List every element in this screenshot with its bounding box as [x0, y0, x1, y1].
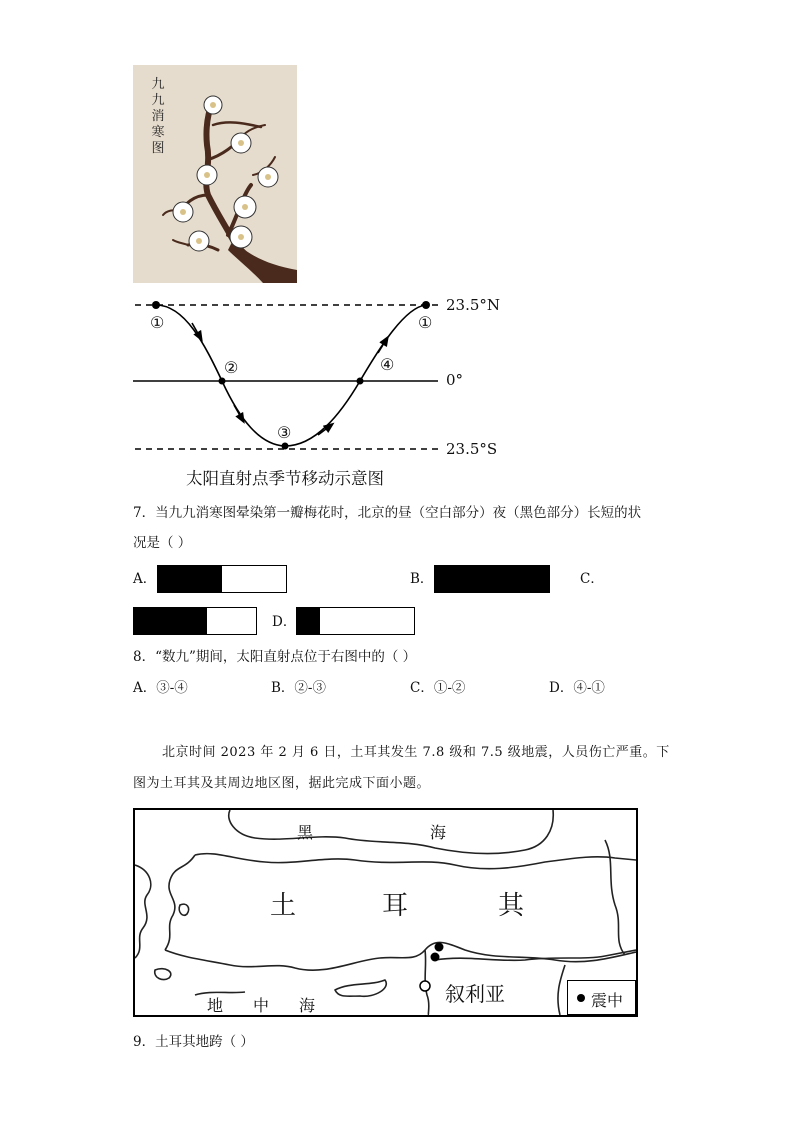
label-syria: 叙利亚: [445, 982, 505, 1006]
arrow-icon: [234, 405, 242, 419]
point-label-2: ②: [224, 358, 239, 377]
q7-option-d-bar[interactable]: [296, 607, 415, 635]
map-legend: [567, 980, 636, 1015]
passage-line1: 北京时间 2023 年 2 月 6 日，土耳其发生 7.8 级和 7.5 级地震，人员伤亡严重。下: [162, 745, 670, 760]
latitude-label-south: 23.5°S: [446, 440, 498, 458]
painting-title-char: 图: [151, 141, 165, 156]
label-black-sea-1: 黑: [297, 823, 314, 842]
epicenter-legend-icon: [577, 994, 585, 1002]
q8-stem: 8．“数九”期间，太阳直射点位于右图中的（ ）: [133, 649, 417, 665]
q7-option-c-label[interactable]: C．: [580, 571, 604, 587]
passage-line2: 图为土耳其及其周边地区图，据此完成下面小题。: [133, 776, 431, 791]
point-label-1-left: ①: [150, 313, 165, 332]
aegean-coast: [165, 855, 195, 950]
sun-movement-diagram: [130, 295, 510, 495]
painting-title-char: 九: [151, 77, 165, 92]
q8-option-a[interactable]: A．③-④: [133, 680, 188, 696]
q7-stem-line2: 况是（ ）: [133, 535, 192, 551]
point-marker: [219, 378, 226, 385]
point-marker: [152, 301, 160, 309]
night-fill: [134, 608, 207, 634]
painting-title-char: 寒: [151, 125, 165, 140]
label-turkey-1: 土: [270, 891, 297, 921]
epicenter-marker: [435, 943, 444, 952]
point-marker: [357, 378, 364, 385]
plum-blossom-painting: [133, 65, 297, 283]
point-marker: [282, 443, 289, 450]
latitude-label-north: 23.5°N: [446, 296, 501, 314]
label-black-sea-2: 海: [430, 823, 447, 842]
q7-option-c-bar[interactable]: [133, 607, 257, 635]
night-fill: [435, 566, 549, 592]
q8-option-b[interactable]: B．②-③: [271, 680, 326, 696]
q9-stem: 9．土耳其地跨（ ）: [133, 1034, 254, 1050]
point-label-4: ④: [380, 355, 395, 374]
painting-title: [149, 77, 167, 157]
painting-title-char: 消: [151, 109, 165, 124]
arrow-icon: [378, 340, 386, 353]
label-mediterranean-3: 海: [299, 996, 316, 1015]
turkey-north-coast: [195, 854, 636, 869]
diagram-caption: 太阳直射点季节移动示意图: [186, 469, 384, 488]
syria-iraq-border: [558, 965, 565, 1015]
q7-option-b-bar[interactable]: [434, 565, 550, 593]
night-fill: [158, 566, 222, 592]
painting-title-char: 九: [151, 93, 165, 108]
turkey-map: [133, 808, 638, 1017]
label-mediterranean-2: 中: [253, 996, 270, 1015]
city-marker: [420, 981, 430, 991]
q7-option-b-label[interactable]: B．: [410, 571, 434, 587]
latitude-label-equator: 0°: [446, 371, 464, 389]
label-turkey-2: 耳: [382, 891, 409, 921]
label-turkey-3: 其: [498, 891, 525, 921]
point-label-1-right: ①: [418, 313, 433, 332]
point-marker: [422, 301, 430, 309]
black-sea-coast: [229, 810, 554, 854]
q7-option-a-label[interactable]: A．: [133, 571, 157, 587]
cyprus-island: [335, 980, 386, 996]
q7-option-d-label[interactable]: D．: [272, 614, 297, 630]
greece-coast: [135, 865, 151, 958]
q7-stem-line1: 7．当九九消寒图晕染第一瓣梅花时，北京的昼（空白部分）夜（黑色部分）长短的状: [133, 505, 642, 521]
epicenter-marker: [431, 953, 440, 962]
q8-option-d[interactable]: D．④-①: [549, 680, 605, 696]
q7-option-a-bar[interactable]: [157, 565, 287, 593]
label-mediterranean-1: 地: [207, 996, 224, 1015]
q8-option-c[interactable]: C．①-②: [410, 680, 466, 696]
legend-label: 震中: [591, 991, 624, 1010]
point-label-3: ③: [277, 423, 292, 442]
night-fill: [297, 608, 320, 634]
